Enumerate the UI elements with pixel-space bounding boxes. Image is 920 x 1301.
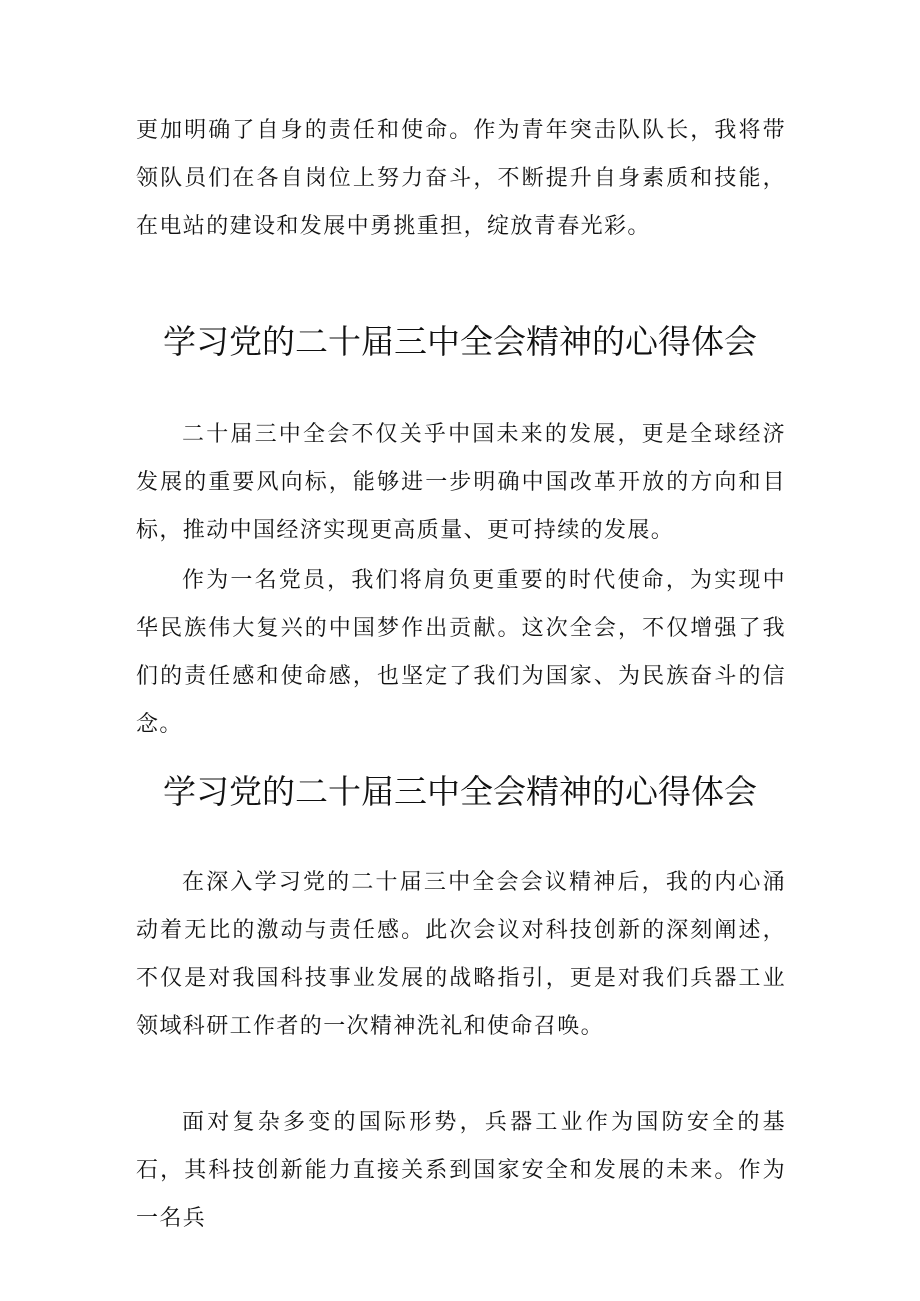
section-2-paragraph-2: 面对复杂多变的国际形势，兵器工业作为国防安全的基石，其科技创新能力直接关系到国家安全和发展的未来。作为一名兵 bbox=[136, 1110, 786, 1231]
section-2-paragraph-1: 在深入学习党的二十届三中全会会议精神后，我的内心涌动着无比的激动与责任感。此次会议对科技创新的深刻阐述，不仅是对我国科技事业发展的战略指引，更是对我们兵器工业领域科研工作者的一次精神洗礼和使命召唤。 bbox=[136, 870, 786, 1039]
section-1-title: 学习党的二十届三中全会精神的心得体会 bbox=[163, 322, 757, 361]
section-1-paragraph-1: 二十届三中全会不仅关乎中国未来的发展，更是全球经济发展的重要风向标，能够进一步明确中国改革开放的方向和目标，推动中国经济实现更高质量、更可持续的发展。 bbox=[136, 422, 786, 543]
continuation-paragraph: 更加明确了自身的责任和使命。作为青年突击队队长，我将带领队员们在各自岗位上努力奋斗，不断提升自身素质和技能，在电站的建设和发展中勇挑重担，绽放青春光彩。 bbox=[136, 118, 786, 239]
section-2-title: 学习党的二十届三中全会精神的心得体会 bbox=[163, 772, 757, 811]
section-1-paragraph-2: 作为一名党员，我们将肩负更重要的时代使命，为实现中华民族伟大复兴的中国梦作出贡献。这次全会，不仅增强了我们的责任感和使命感，也坚定了我们为国家、为民族奋斗的信念。 bbox=[136, 568, 786, 737]
